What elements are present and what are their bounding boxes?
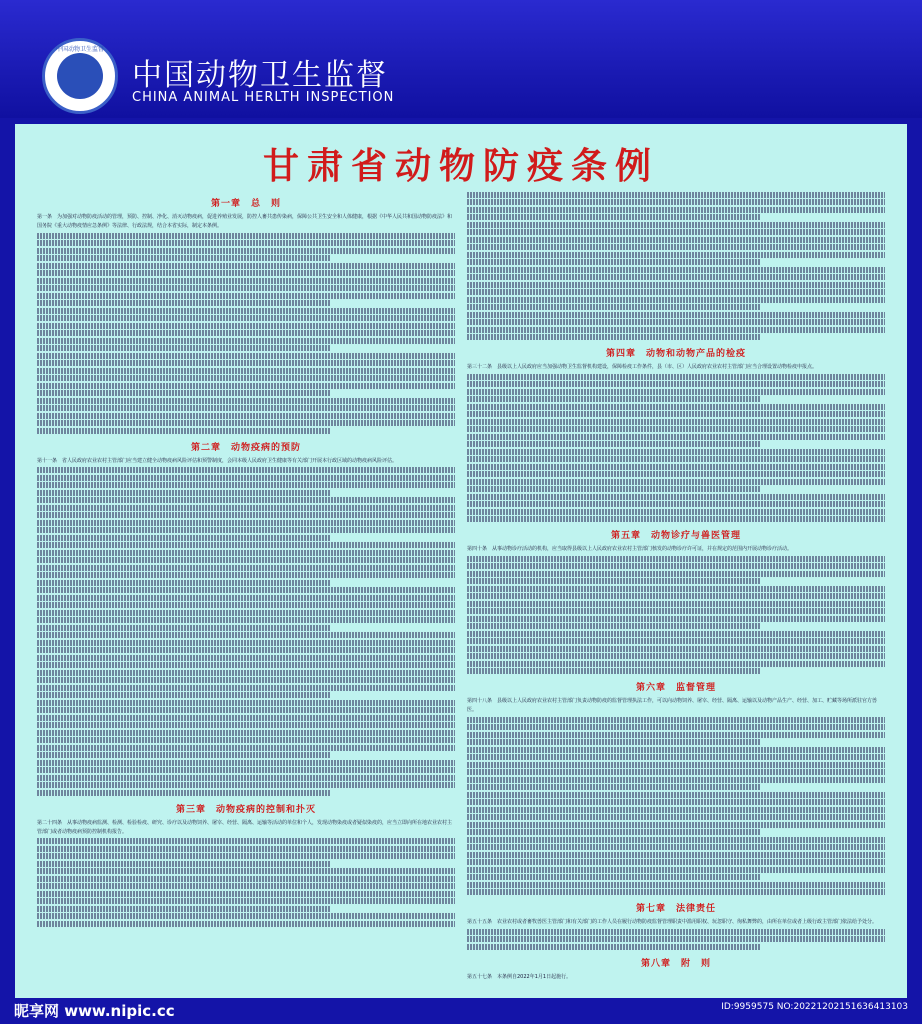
regulation-board (15, 124, 907, 998)
chapter-heading: 第二章 动物疫病的预防 (190, 442, 301, 453)
org-name-cn: 中国动物卫生监督 (132, 58, 388, 93)
chapter-heading: 第五章 动物诊疗与兽医管理 (610, 531, 741, 541)
chapter-heading: 第一章 总 则 (210, 199, 281, 209)
chapter-heading: 第八章 附 则 (640, 958, 711, 969)
animal-health-emblem-icon (42, 38, 118, 114)
text-column-left (37, 190, 455, 980)
chapter-heading: 第七章 法律责任 (635, 904, 716, 914)
article-text: 第四十条 从事动物诊疗活动的机构，应当取得县级以上人民政府农业农村主管部门核发的动物诊疗许可证，并在规定的范围内开展动物诊疗活动。 (467, 546, 793, 552)
article-text: 第五十七条 本条例自2022年1月1日起施行。 (467, 973, 572, 980)
watermark-site: 昵享网 www.nipic.cc (14, 1002, 175, 1020)
org-name-en: CHINA ANIMAL HERLTH INSPECTION (132, 90, 395, 105)
chapter-heading: 第六章 监督管理 (635, 683, 716, 693)
chapter-heading: 第四章 动物和动物产品的检疫 (605, 349, 746, 359)
article-text: 第五十五条 农业农村或者畜牧兽医主管部门和有关部门的工作人员在履行动物防疫监督管理职责中滥用职权、玩忽职守、徇私舞弊的，由所在单位或者上级行政主管部门依法给予处分。 (467, 919, 878, 925)
article-text: 第四十八条 县级以上人民政府农业农村主管部门负责动物防疫的监督管理执法工作，可以向动物饲养、屠宰、经营、隔离、运输以及动物产品生产、经营、加工、贮藏等场所派驻官方兽医。 (467, 698, 878, 713)
watermark-id: ID:9959575 NO:20221202151636413103 (721, 1002, 908, 1012)
article-text: 第二十四条 从事动物疫病监测、检测、检验检疫、研究、诊疗以及动物饲养、屠宰、经营、隔离、运输等活动的单位和个人，发现动物染疫或者疑似染疫的，应当立即向所在地农业农村主管部门或者动物疫病预防控制机构报告。 (37, 819, 453, 835)
text-column-right (467, 190, 885, 980)
header-banner (0, 0, 922, 118)
document-title: 甘肃省动物防疫条例 (262, 145, 659, 187)
article-text: 第十一条 省人民政府农业农村主管部门应当建立健全动物疫病风险评估和预警制度，会同本级人民政府卫生健康等有关部门开展本行政区域的动物疫病风险评估。 (37, 457, 398, 464)
article-text: 第三十二条 县级以上人民政府应当加强动物卫生监督机构建设，保障检疫工作条件，县（市、区）人民政府农业农村主管部门应当合理设置动物检疫申报点。 (467, 364, 818, 370)
logo-text: 中国动物卫生监督 (55, 46, 104, 53)
article-text: 第一条 为加强对动物防疫活动的管理，预防、控制、净化、消灭动物疫病，促进养殖业发展，防控人畜共患传染病，保障公共卫生安全和人体健康，根据《中华人民共和国动物防疫法》和国务院《重大动物疫情应急条例》等法律、行政法规，结合本省实际，制定本条例。 (37, 214, 453, 229)
chapter-heading: 第三章 动物疫病的控制和扑灭 (175, 804, 316, 815)
